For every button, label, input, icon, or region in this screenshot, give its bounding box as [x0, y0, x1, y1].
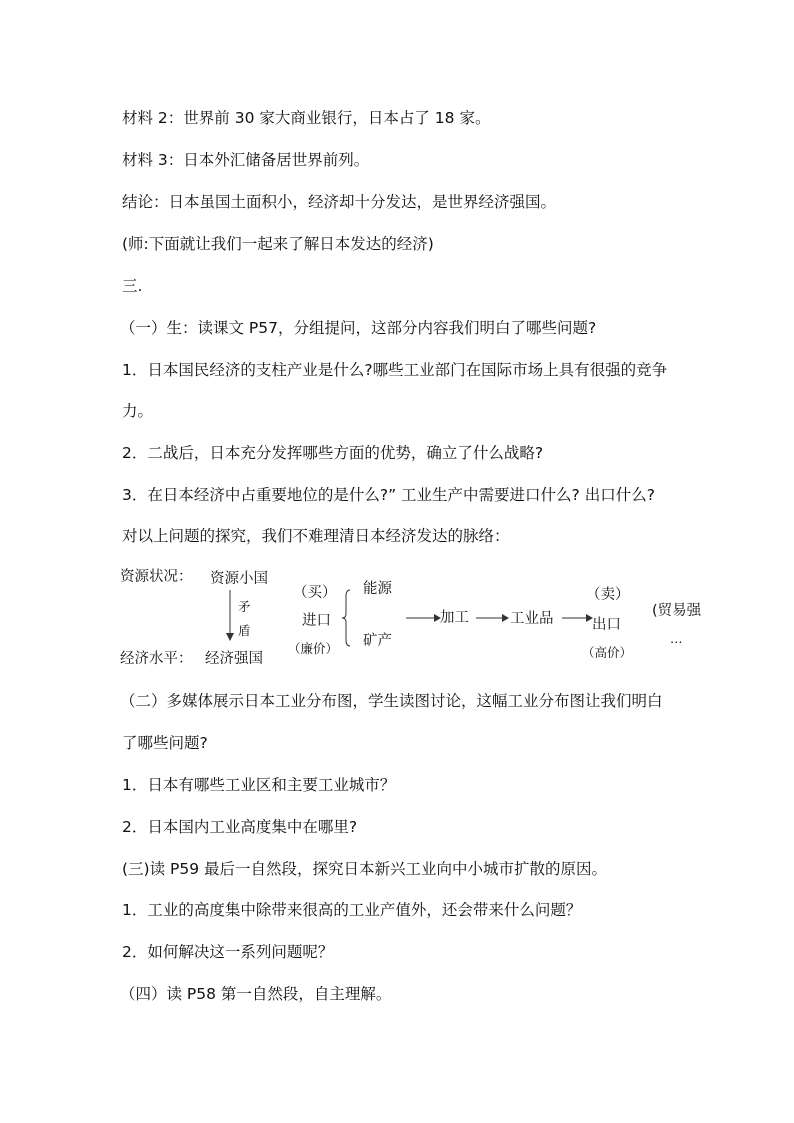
export-label: 出口 — [592, 617, 621, 633]
section-heading-three: 三. — [122, 277, 143, 295]
question-solutions: 2．如何解决这一系列问题呢？ — [122, 943, 334, 961]
cheap-note: （廉价） — [288, 641, 339, 656]
contradiction-arrowhead — [226, 633, 234, 641]
resource-label: 资源状况： — [120, 569, 193, 585]
question-1-line-1: 1．日本国民经济的支柱产业是什么?哪些工业部门在国际市场上具有很强的竞争 — [122, 361, 668, 379]
minerals-label: 矿产 — [363, 633, 392, 649]
buy-note: （买） — [293, 585, 337, 601]
trade-power-label: (贸易强 — [652, 603, 702, 619]
import-label: 进口 — [302, 613, 331, 629]
paragraph-conclusion: 结论：日本虽国土面积小，经济却十分发达，是世界经济强国。 — [122, 193, 557, 211]
paragraph-part-four: （四）读 P58 第一自然段，自主理解。 — [120, 985, 392, 1003]
paragraph-part-two-line-1: （二）多媒体展示日本工业分布图，学生读图讨论，这幅工业分布图让我们明白 — [120, 692, 663, 710]
contradiction-char-1: 矛 — [238, 599, 251, 614]
question-3: 3．在日本经济中占重要地位的是什么?” 工业生产中需要进口什么? 出口什么? — [122, 486, 655, 504]
products-label: 工业品 — [510, 611, 554, 627]
import-bracket — [342, 590, 350, 646]
economy-value: 经济强国 — [205, 651, 263, 667]
high-price-note: （高价） — [582, 645, 633, 658]
question-2: 2．二战后，日本充分发挥哪些方面的优势，确立了什么战略? — [122, 444, 544, 462]
paragraph-part-one: （一）生：读课文 P57，分组提问，这部分内容我们明白了哪些问题? — [120, 319, 597, 337]
question-concentration: 2．日本国内工业高度集中在哪里? — [122, 818, 358, 836]
trade-power-continued: … — [670, 631, 683, 646]
paragraph-teacher-note: (师:下面就让我们一起来了解日本发达的经济) — [122, 235, 434, 253]
paragraph-exploration: 对以上问题的探究，我们不难理清日本经济发达的脉络： — [122, 527, 510, 545]
arrowhead-to-products — [502, 614, 509, 622]
sell-note: （卖） — [586, 587, 630, 603]
energy-label: 能源 — [363, 581, 392, 597]
question-industrial-areas: 1．日本有哪些工业区和主要工业城市？ — [122, 776, 396, 794]
economy-label: 经济水平： — [120, 651, 193, 667]
resource-value: 资源小国 — [210, 571, 268, 587]
processing-label: 加工 — [440, 610, 469, 626]
economy-flow-diagram — [0, 560, 794, 672]
contradiction-char-2: 盾 — [238, 623, 251, 638]
paragraph-part-three: (三)读 P59 最后一自然段，探究日本新兴工业向中小城市扩散的原因。 — [122, 860, 608, 878]
paragraph-material-3: 材料 3：日本外汇储备居世界前列。 — [122, 151, 370, 169]
question-problems: 1．工业的高度集中除带来很高的工业产值外，还会带来什么问题？ — [122, 901, 582, 919]
paragraph-part-two-line-2: 了哪些问题? — [122, 734, 208, 752]
paragraph-material-2: 材料 2：世界前 30 家大商业银行，日本占了 18 家。 — [122, 109, 491, 127]
question-1-line-2: 力。 — [122, 402, 154, 420]
